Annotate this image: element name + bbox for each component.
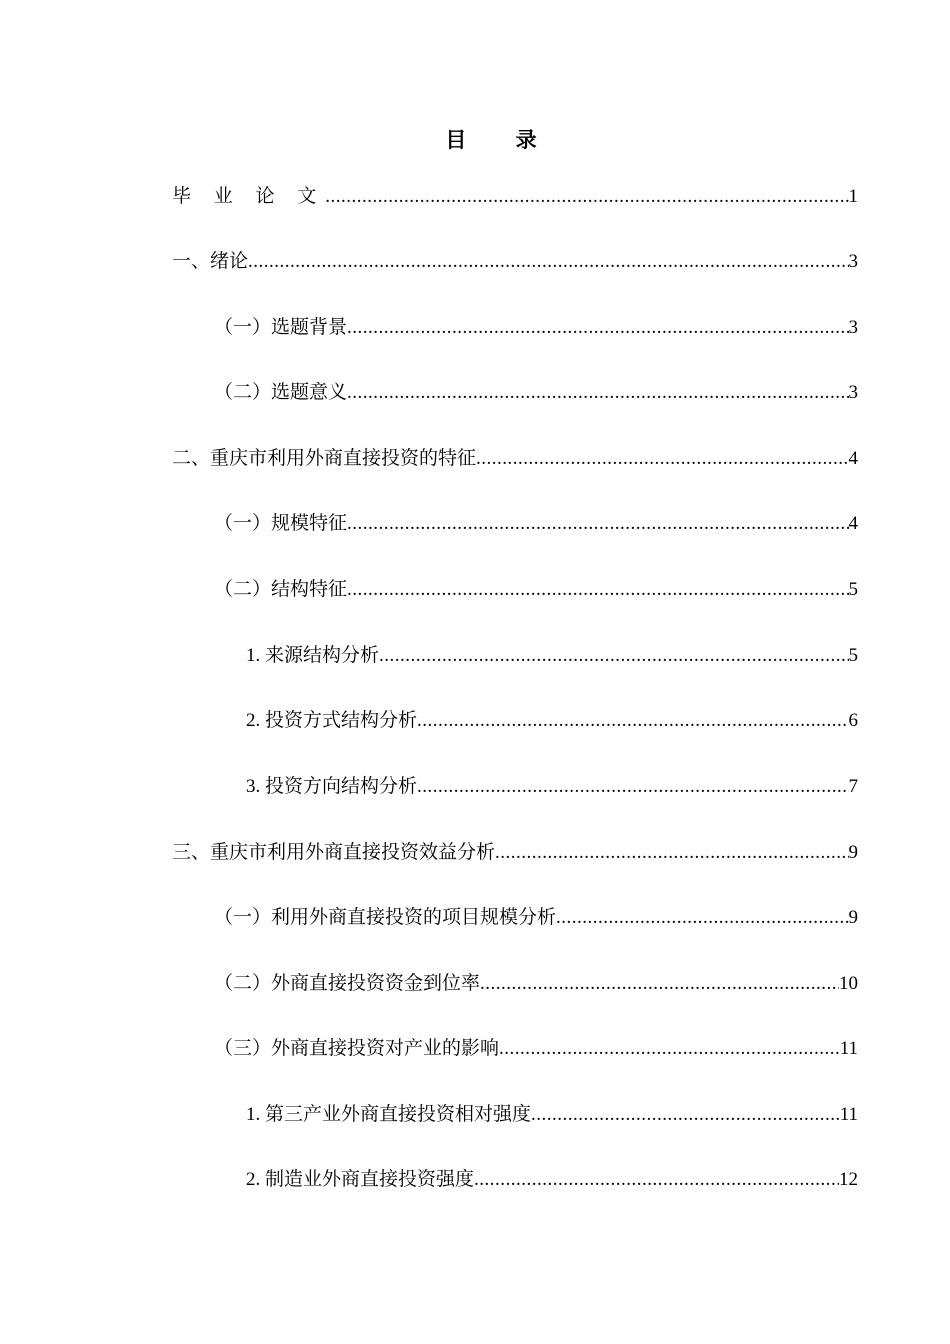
toc-dot-leader xyxy=(325,183,848,211)
toc-dot-leader xyxy=(474,1166,839,1194)
toc-entry-label: （三）外商直接投资对产业的影响 xyxy=(214,1038,500,1059)
toc-entry[interactable] xyxy=(172,175,858,211)
toc-entry-label: （二）外商直接投资资金到位率 xyxy=(214,973,481,994)
toc-entry[interactable] xyxy=(214,568,858,604)
toc-entry-label: 1. 来源结构分析 xyxy=(246,645,380,666)
toc-dot-leader xyxy=(495,839,848,867)
toc-entry-label: 1. 第三产业外商直接投资相对强度 xyxy=(246,1104,532,1125)
toc-page-number: 3 xyxy=(848,382,858,403)
toc-title: 目 录 xyxy=(445,128,559,152)
toc-dot-leader xyxy=(480,970,839,998)
toc-dot-leader xyxy=(531,1101,840,1129)
toc-dot-leader xyxy=(556,904,848,932)
toc-dot-leader xyxy=(347,314,848,342)
toc-entry-label: （一）规模特征 xyxy=(214,513,348,534)
toc-entry-label: 2. 制造业外商直接投资强度 xyxy=(246,1169,475,1190)
toc-entry[interactable] xyxy=(214,896,858,932)
toc-entry-label: 2. 投资方式结构分析 xyxy=(246,710,418,731)
toc-entry-label: （一）选题背景 xyxy=(214,317,348,338)
toc-page-number: 11 xyxy=(839,1038,858,1059)
toc-page-number: 6 xyxy=(848,710,858,731)
toc-entry-label: 二、重庆市利用外商直接投资的特征 xyxy=(172,448,477,469)
toc-entry[interactable] xyxy=(246,1158,858,1194)
toc-page-number: 4 xyxy=(848,513,858,534)
toc-entry-label: 3. 投资方向结构分析 xyxy=(246,776,418,797)
toc-entry[interactable] xyxy=(172,831,858,867)
toc-entry[interactable] xyxy=(214,962,858,998)
toc-page-number: 1 xyxy=(848,186,858,207)
toc-entry[interactable] xyxy=(246,765,858,801)
toc-entry-label: （二）结构特征 xyxy=(214,579,348,600)
toc-page-number: 10 xyxy=(839,973,858,994)
toc-entry[interactable] xyxy=(214,371,858,407)
toc-page-number: 9 xyxy=(848,907,858,928)
toc-entry-label: （一）利用外商直接投资的项目规模分析 xyxy=(214,907,557,928)
toc-entry[interactable] xyxy=(246,634,858,670)
toc-page-number: 9 xyxy=(848,842,858,863)
toc-dot-leader xyxy=(248,248,848,276)
toc-page-number: 12 xyxy=(839,1169,858,1190)
toc-dot-leader xyxy=(379,642,848,670)
toc-entry[interactable] xyxy=(214,306,858,342)
toc-entry[interactable] xyxy=(246,1093,858,1129)
toc-entry-label: （二）选题意义 xyxy=(214,382,348,403)
toc-dot-leader xyxy=(476,445,848,473)
toc-entry[interactable] xyxy=(214,502,858,538)
toc-page-number: 5 xyxy=(848,645,858,666)
toc-dot-leader xyxy=(347,510,848,538)
toc-entry[interactable] xyxy=(246,699,858,735)
toc-dot-leader xyxy=(417,707,848,735)
toc-dot-leader xyxy=(499,1035,840,1063)
toc-page-number: 7 xyxy=(848,776,858,797)
toc-entry-label: 一、绪论 xyxy=(172,251,249,272)
toc-dot-leader xyxy=(417,773,848,801)
toc-entry[interactable] xyxy=(172,240,858,276)
toc-page-number: 11 xyxy=(839,1104,858,1125)
toc-page-number: 5 xyxy=(848,579,858,600)
toc-entry-label: 三、重庆市利用外商直接投资效益分析 xyxy=(172,842,496,863)
toc-entry[interactable] xyxy=(172,437,858,473)
toc-dot-leader xyxy=(347,576,848,604)
toc-entry[interactable] xyxy=(214,1027,858,1063)
toc-entry-label: 毕 业 论 文 xyxy=(172,186,326,207)
toc-page-number: 3 xyxy=(848,317,858,338)
toc-dot-leader xyxy=(347,379,848,407)
toc-page-number: 4 xyxy=(848,448,858,469)
toc-page-number: 3 xyxy=(848,251,858,272)
